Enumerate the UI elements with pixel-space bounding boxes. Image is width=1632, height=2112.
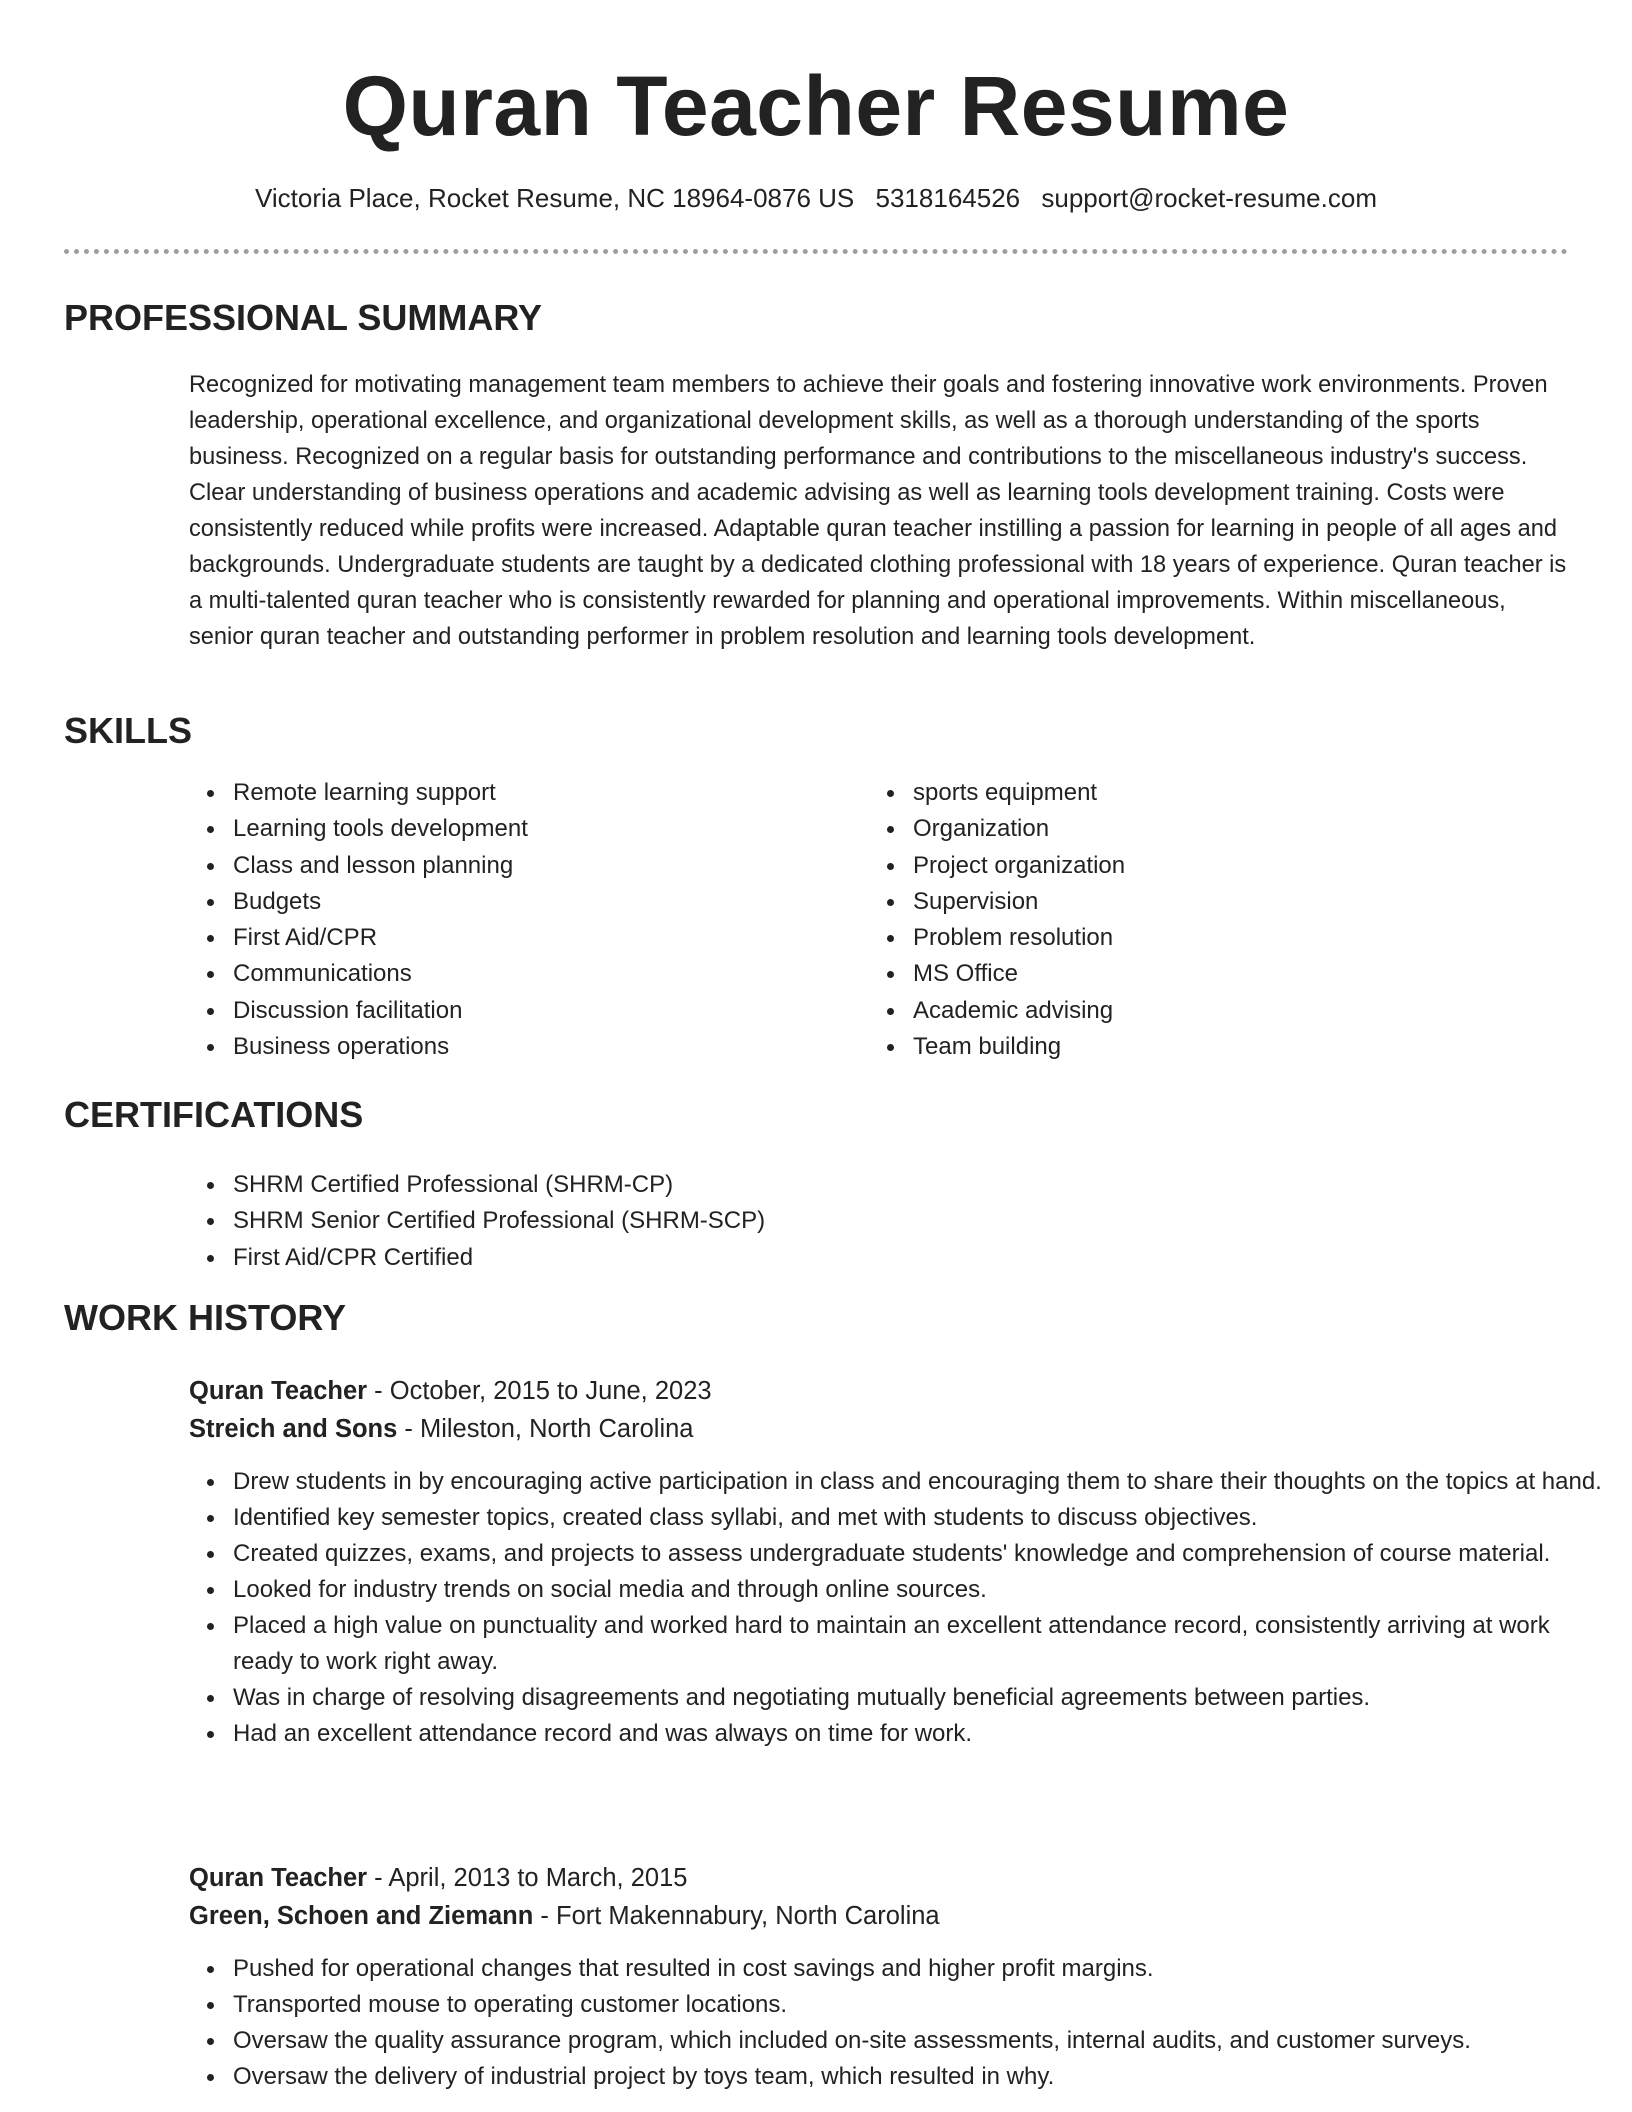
list-item: Remote learning support [233,775,833,811]
list-item: Created quizzes, exams, and projects to assess undergraduate students' knowledge and comprehension of course material. [233,1536,1613,1572]
list-item: Placed a high value on punctuality and worked hard to maintain an excellent attendance record, consistently arriving at work ready to work right away. [233,1608,1613,1680]
resume-title: Quran Teacher Resume [342,59,1290,153]
contact-line [0,182,1632,214]
job-company: Streich and Sons [189,1415,398,1443]
job-title-line [189,1372,712,1410]
list-item: SHRM Senior Certified Professional (SHRM-SCP) [233,1203,1233,1239]
certifications-heading: CERTIFICATIONS [64,1094,364,1135]
job-company: Green, Schoen and Ziemann [189,1902,534,1930]
list-item: Class and lesson planning [233,848,833,884]
certifications-list [189,1167,1233,1276]
list-item: Budgets [233,884,833,920]
contact-email: support@rocket-resume.com [1041,183,1377,213]
job-title: Quran Teacher [189,1377,368,1405]
job-location: - Fort Makennabury, North Carolina [533,1902,940,1930]
list-item: Had an excellent attendance record and was always on time for work. [233,1716,1613,1752]
list-item: Communications [233,956,833,992]
work-history-heading: WORK HISTORY [64,1297,347,1338]
skills-heading: SKILLS [64,710,193,751]
job-title-line [189,1859,687,1897]
job-dates: - April, 2013 to March, 2015 [367,1864,688,1892]
skills-list-left [189,775,833,1065]
contact-phone: 5318164526 [875,183,1021,213]
header-divider [64,249,1568,254]
job-location: - Mileston, North Carolina [397,1415,694,1443]
list-item: MS Office [913,956,1513,992]
list-item: Discussion facilitation [233,993,833,1029]
skills-list-right [869,775,1513,1065]
job-company-line [189,1897,940,1935]
list-item: Looked for industry trends on social media and through online sources. [233,1572,1613,1608]
list-item: Identified key semester topics, created class syllabi, and met with students to discuss objectives. [233,1500,1613,1536]
list-item: Pushed for operational changes that resulted in cost savings and higher profit margins. [233,1951,1613,1987]
list-item: SHRM Certified Professional (SHRM-CP) [233,1167,1233,1203]
contact-address: Victoria Place, Rocket Resume, NC 18964-0876 US [255,183,855,213]
job-bullets [189,1464,1613,1752]
list-item: Transported mouse to operating customer locations. [233,1987,1613,2023]
list-item: Problem resolution [913,920,1513,956]
list-item: sports equipment [913,775,1513,811]
list-item: First Aid/CPR Certified [233,1240,1233,1276]
list-item: Project organization [913,848,1513,884]
list-item: First Aid/CPR [233,920,833,956]
list-item: Business operations [233,1029,833,1065]
job-title: Quran Teacher [189,1864,368,1892]
summary-heading: PROFESSIONAL SUMMARY [64,297,543,338]
list-item: Organization [913,811,1513,847]
job-dates: - October, 2015 to June, 2023 [367,1377,712,1405]
list-item: Drew students in by encouraging active participation in class and encouraging them to share their thoughts on the topics at hand. [233,1464,1613,1500]
list-item: Academic advising [913,993,1513,1029]
list-item: Learning tools development [233,811,833,847]
summary-text: Recognized for motivating management team members to achieve their goals and fostering innovative work environments. Proven leadership, operational excellence, and organizational development skills, as well as a thorough understanding of the sports business. Recognized on a regular basis for outstanding performance and contributions to the miscellaneous industry's success. Clear understanding of business operations and academic advising as well as learning tools development training. Costs were consistently reduced while profits were increased. Adaptable quran teacher instilling a passion for learning in people of all ages and backgrounds. Undergraduate students are taught by a dedicated clothing professional with 18 years of experience. Quran teacher is a multi-talented quran teacher who is consistently rewarded for planning and operational improvements. Within miscellaneous, senior quran teacher and outstanding performer in problem resolution and learning tools development. [189,372,1567,650]
list-item: Was in charge of resolving disagreements and negotiating mutually beneficial agreements between parties. [233,1680,1613,1716]
list-item: Oversaw the quality assurance program, which included on-site assessments, internal audits, and customer surveys. [233,2023,1613,2059]
list-item: Oversaw the delivery of industrial project by toys team, which resulted in why. [233,2059,1613,2095]
job-company-line [189,1410,694,1448]
list-item: Team building [913,1029,1513,1065]
job-bullets [189,1951,1613,2095]
list-item: Supervision [913,884,1513,920]
